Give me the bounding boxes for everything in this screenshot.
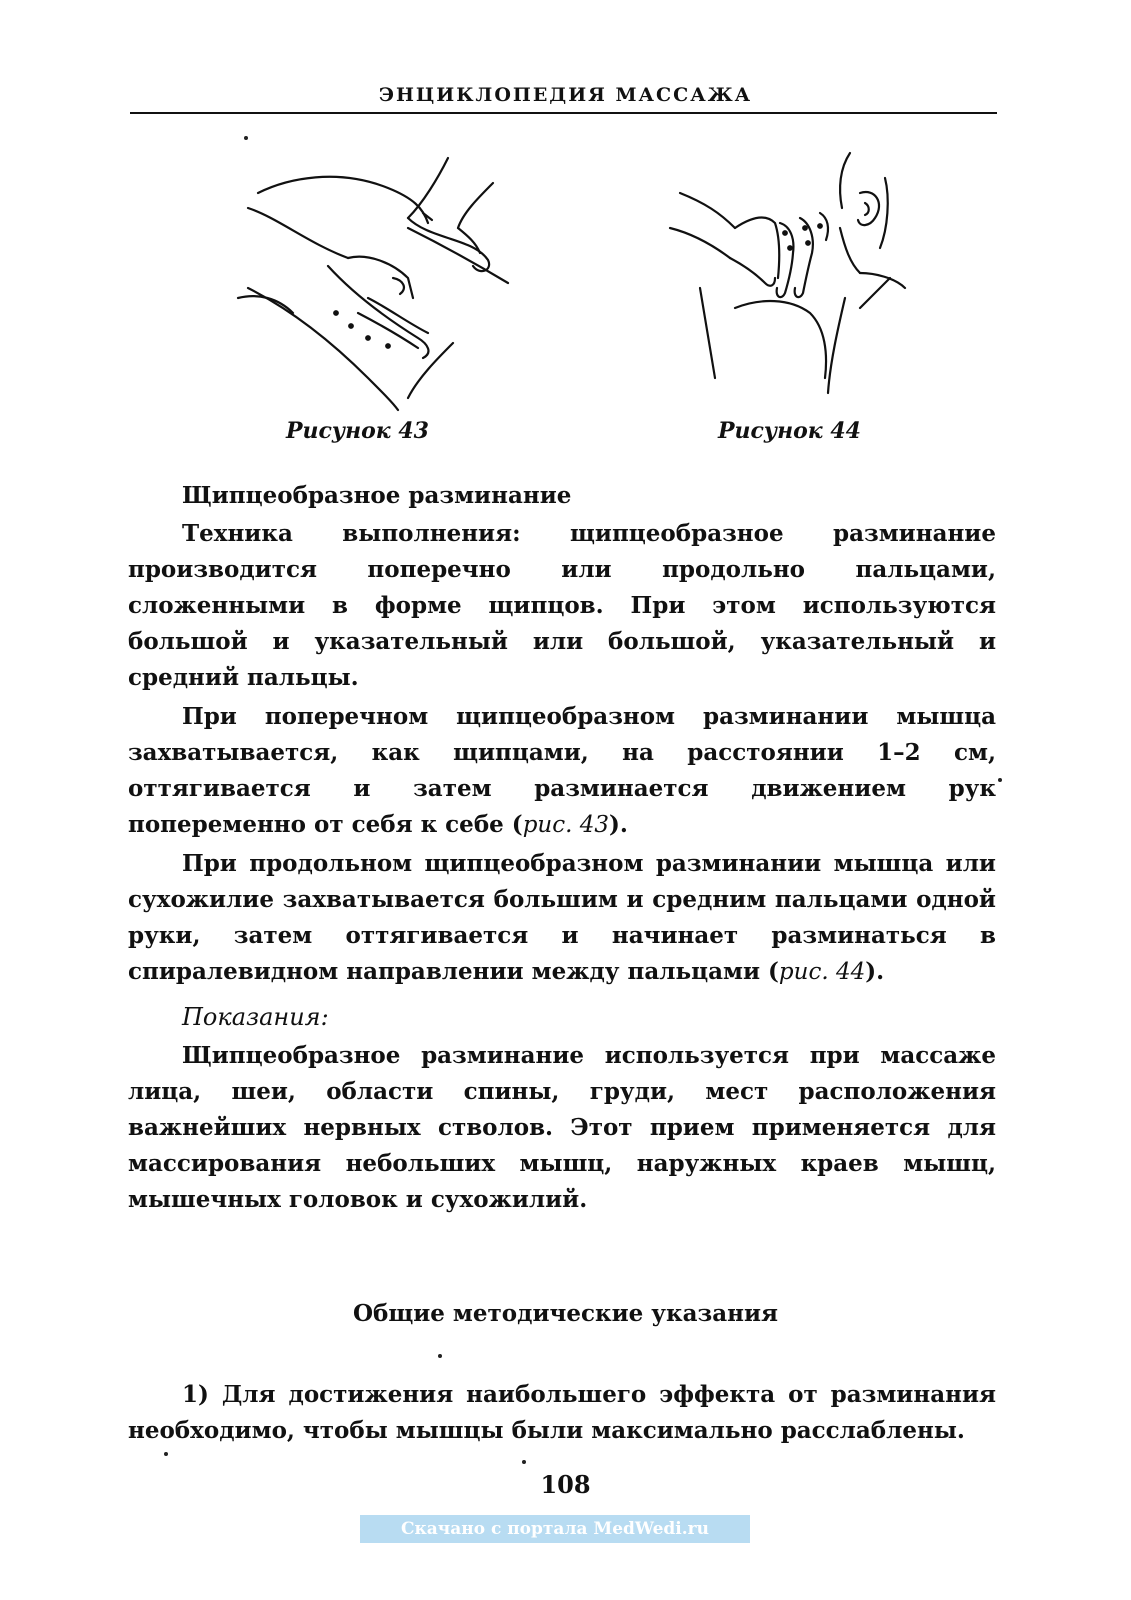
transverse-end: ). [609, 811, 628, 838]
figure-43-illustration [218, 148, 518, 413]
figure-43-caption: Рисунок 43 [286, 418, 429, 444]
fig44-reference: рис. 44 [778, 959, 866, 985]
indications-body [128, 1038, 996, 1221]
figure-44-illustration [660, 148, 910, 413]
page-number: 108 [540, 1470, 591, 1499]
longitudinal-paragraph [128, 846, 996, 990]
watermark-banner: Скачано с портала MedWedi.ru [360, 1515, 750, 1543]
methodical-guidelines-heading: Общие методические указания [352, 1300, 779, 1327]
transverse-paragraph [128, 699, 996, 843]
longitudinal-end: ). [865, 958, 885, 985]
scan-speck [438, 1354, 442, 1358]
scan-speck [522, 1460, 526, 1464]
fig43-reference: рис. 43 [522, 812, 609, 838]
guidelines-body [128, 1377, 996, 1452]
transverse-text: При поперечном щипцеобразном разминании мышца захватывается, как щипцами, на расстоянии 1–2 см, оттягивается и затем разминается движением рук попеременно от себя к себе ( [128, 703, 996, 838]
scan-speck [998, 778, 1002, 782]
section-heading-pinch-kneading: Щипцеобразное разминание [182, 482, 572, 509]
indications-paragraph: Щипцеобразное разминание используется при массаже лица, шеи, области спины, груди, мест расположения важнейших нервных стволов. Этот прием применяется для массирования небольших мышц, наружных краев мышц, мышечных головок и сухожилий. [128, 1042, 996, 1213]
indications-heading: Показания: [182, 1003, 329, 1031]
longitudinal-text: При продольном щипцеобразном разминании мышца или сухожилие захватывается большим и средним пальцами одной руки, затем оттягивается и начинает разминаться в спиралевидном направлении между пальцами ( [128, 850, 996, 985]
running-header: ЭНЦИКЛОПЕДИЯ МАССАЖА [378, 84, 753, 106]
section1-body [128, 516, 996, 993]
scan-speck [164, 1452, 168, 1456]
guideline-item-1: 1) Для достижения наибольшего эффекта от разминания необходимо, чтобы мышцы были максимально расслаблены. [128, 1381, 996, 1444]
header-rule [130, 112, 997, 114]
figure-44-caption: Рисунок 44 [718, 418, 861, 444]
technique-paragraph: Техника выполнения: щипцеобразное разминание производится поперечно или продольно пальцами, сложенными в форме щипцов. При этом используются большой и указательный или большой, указательный и средний пальцы. [128, 520, 996, 691]
scan-speck [244, 136, 248, 140]
